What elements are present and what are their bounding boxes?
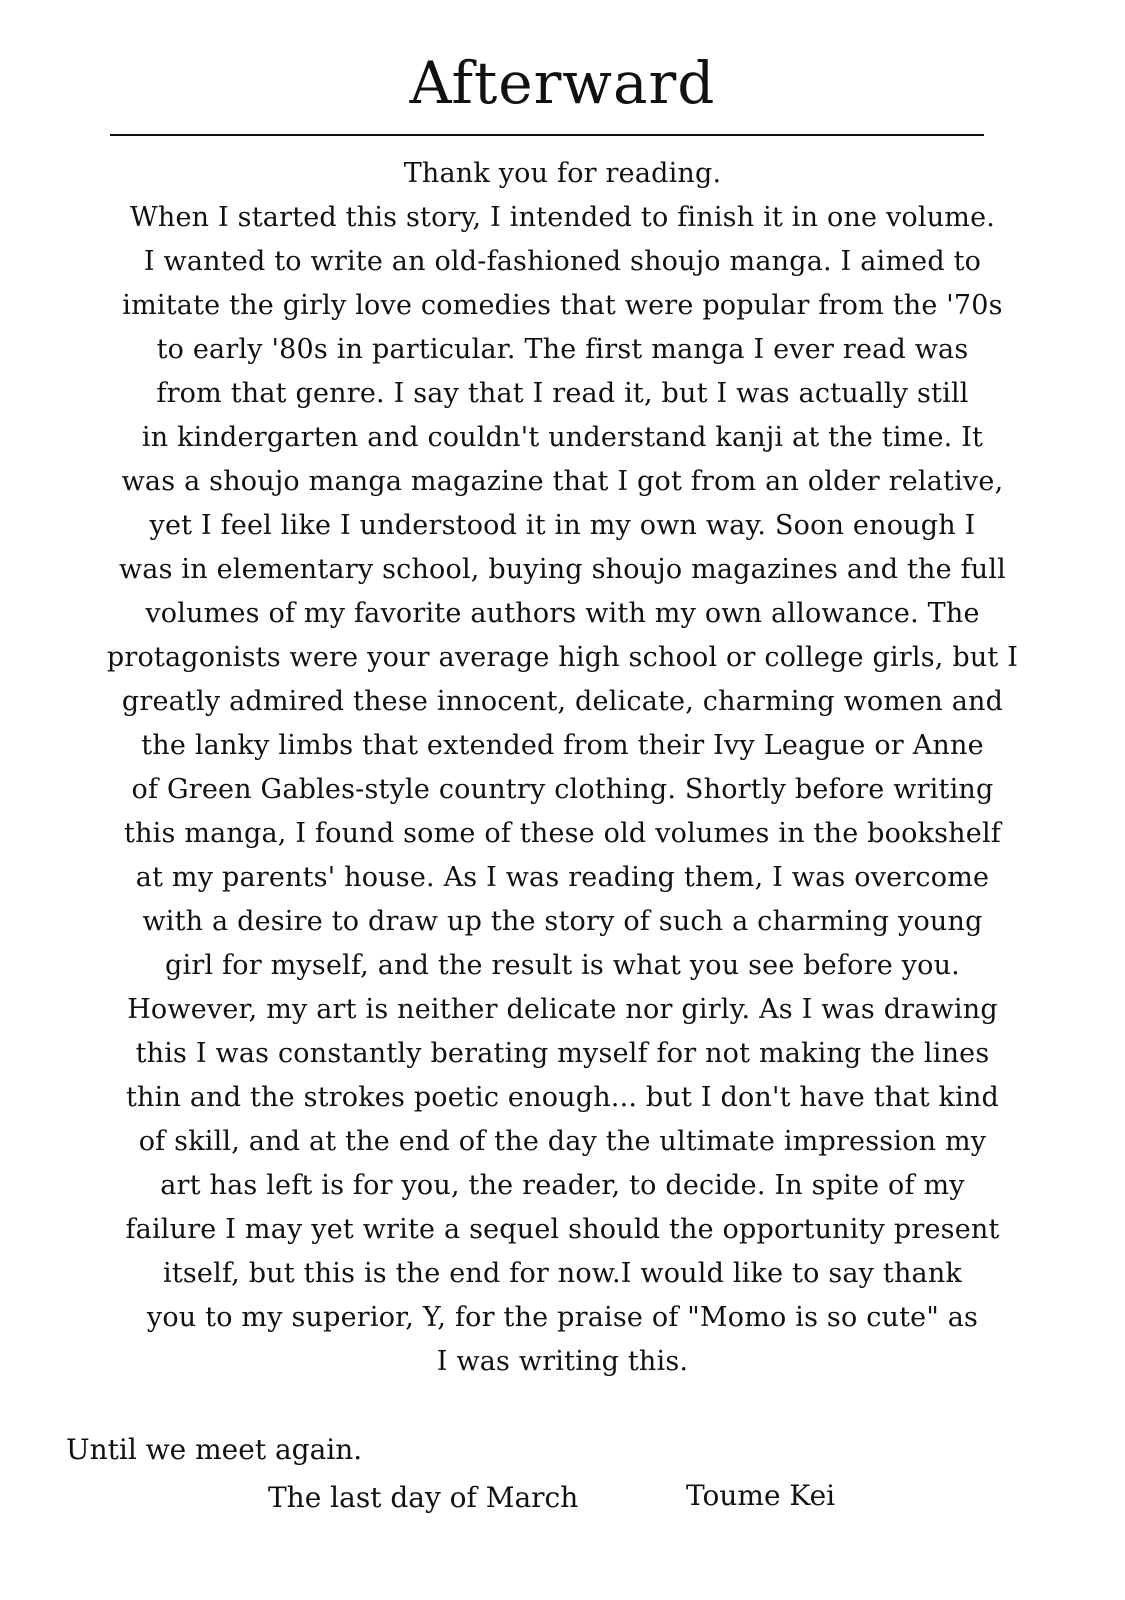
body-line: yet I feel like I understood it in my own way. Soon enough I	[149, 510, 976, 541]
body-line: However, my art is neither delicate nor girly. As I was drawing	[127, 994, 998, 1025]
afterword-body	[55, 152, 1070, 1384]
body-line: was in elementary school, buying shoujo magazines and the full	[118, 554, 1007, 585]
body-line: imitate the girly love comedies that were popular from the '70s	[122, 290, 1003, 321]
body-line: in kindergarten and couldn't understand kanji at the time. It	[141, 422, 984, 453]
body-line: from that genre. I say that I read it, but I was actually still	[156, 378, 969, 409]
body-line: you to my superior, Y, for the praise of "Momo is so cute" as	[146, 1302, 979, 1333]
body-line: this manga, I found some of these old volumes in the bookshelf	[124, 818, 1001, 849]
body-line: was a shoujo manga magazine that I got from an older relative,	[121, 466, 1004, 497]
body-line: I was writing this.	[436, 1346, 689, 1377]
body-line: of skill, and at the end of the day the ultimate impression my	[138, 1126, 987, 1157]
body-line: I wanted to write an old-fashioned shoujo manga. I aimed to	[143, 246, 982, 277]
body-line: failure I may yet write a sequel should the opportunity present	[125, 1214, 1000, 1245]
body-line: itself, but this is the end for now.I would like to say thank	[162, 1258, 962, 1289]
body-line: the lanky limbs that extended from their Ivy League or Anne	[141, 730, 984, 761]
body-line: art has left is for you, the reader, to decide. In spite of my	[160, 1170, 965, 1201]
closing-line: Until we meet again.	[66, 1433, 363, 1466]
body-line: girl for myself, and the result is what you see before you.	[165, 950, 960, 981]
title-divider	[110, 134, 984, 136]
body-line: at my parents' house. As I was reading them, I was overcome	[135, 862, 990, 893]
date-line: The last day of March	[268, 1481, 579, 1514]
body-line: protagonists were your average high school or college girls, but I	[106, 642, 1019, 673]
body-line: of Green Gables-style country clothing. Shortly before writing	[131, 774, 994, 805]
page-title: Afterward	[409, 49, 716, 117]
body-line: to early '80s in particular. The first manga I ever read was	[156, 334, 969, 365]
body-line: Thank you for reading.	[403, 158, 722, 189]
body-line: thin and the strokes poetic enough... but I don't have that kind	[125, 1082, 1000, 1113]
body-line: When I started this story, I intended to finish it in one volume.	[129, 202, 996, 233]
body-line: this I was constantly berating myself for not making the lines	[135, 1038, 990, 1069]
author-signature: Toume Kei	[686, 1479, 836, 1512]
body-line: volumes of my favorite authors with my own allowance. The	[145, 598, 980, 629]
body-line: with a desire to draw up the story of such a charming young	[142, 906, 983, 937]
body-line: greatly admired these innocent, delicate, charming women and	[121, 686, 1004, 717]
